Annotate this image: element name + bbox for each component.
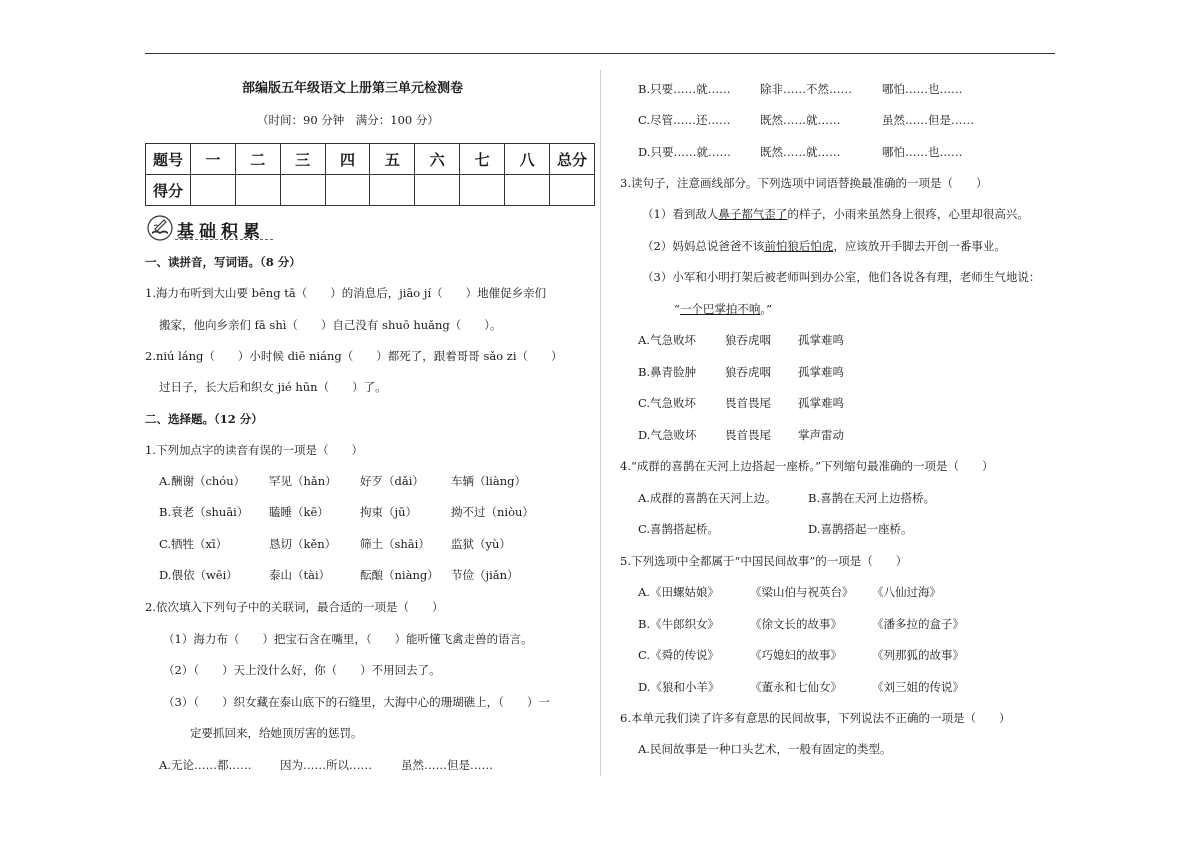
option-cell: 好歹（dǎi） bbox=[360, 474, 424, 488]
option-cell: 狼吞虎咽 bbox=[725, 333, 771, 347]
section-2-title: 二、选择题。（12 分） bbox=[145, 412, 263, 426]
score-input-cell[interactable] bbox=[370, 175, 415, 206]
option-cell: C.气急败坏 bbox=[638, 396, 697, 410]
question-line: 1.海力布听到大山要 bēng tā（ ）的消息后，jiāo jí（ ）地催促乡亲们 bbox=[145, 286, 547, 300]
question-line: （3）（ ）织女藏在泰山底下的石缝里，大海中心的珊瑚礁上，（ ）一 bbox=[163, 695, 550, 709]
score-cell: 六 bbox=[415, 144, 460, 175]
option-cell: C.喜鹊搭起桥。 bbox=[638, 522, 720, 536]
quote-mark: 。” bbox=[760, 302, 773, 316]
option-cell: A.无论……都…… bbox=[159, 758, 252, 772]
option-cell: 狼吞虎咽 bbox=[725, 365, 771, 379]
option-cell: 恳切（kěn） bbox=[269, 537, 337, 551]
option-cell: B.喜鹊在天河上边搭桥。 bbox=[808, 491, 936, 505]
question-stem: 2.依次填入下列句子中的关联词，最合适的一项是（ ） bbox=[145, 600, 444, 614]
section-1-title: 一、读拼音，写词语。（8 分） bbox=[145, 255, 301, 269]
question-stem: 1.下列加点字的读音有误的一项是（ ） bbox=[145, 443, 363, 457]
option-cell: C.牺牲（xī） bbox=[159, 537, 228, 551]
option-cell: B.衰老（shuāi） bbox=[159, 505, 249, 519]
option-cell: 虽然……但是…… bbox=[882, 113, 974, 127]
score-cell: 八 bbox=[505, 144, 550, 175]
score-input-cell[interactable] bbox=[190, 175, 235, 206]
option-cell: 《刘三姐的传说》 bbox=[872, 680, 964, 694]
option-cell: D.偎依（wēi） bbox=[159, 568, 238, 582]
question-line: （3）小军和小明打架后被老师叫到办公室，他们各说各有理，老师生气地说： bbox=[642, 270, 1041, 284]
score-table-score-row bbox=[146, 175, 595, 206]
score-cell: 题号 bbox=[146, 144, 191, 175]
sentence-text: （2）妈妈总说爸爸不该 bbox=[642, 239, 765, 253]
option-cell: D.只要……就…… bbox=[638, 145, 731, 159]
option-cell: D.《狼和小羊》 bbox=[638, 680, 720, 694]
option-cell: 拘束（jū） bbox=[360, 505, 417, 519]
option-cell: 拗不过（niòu） bbox=[451, 505, 534, 519]
option-cell: 瞌睡（kē） bbox=[269, 505, 329, 519]
option-cell: A.酬谢（chóu） bbox=[159, 474, 246, 488]
score-cell: 四 bbox=[325, 144, 370, 175]
option-cell: 掌声雷动 bbox=[798, 428, 844, 442]
option-cell: 监狱（yù） bbox=[451, 537, 511, 551]
option-cell: 泰山（tài） bbox=[269, 568, 331, 582]
option-cell: 《巧媳妇的故事》 bbox=[750, 648, 842, 662]
option-cell: 虽然……但是…… bbox=[401, 758, 493, 772]
top-rule bbox=[145, 53, 1055, 54]
underlined-phrase: 鼻子都气歪了 bbox=[718, 207, 788, 221]
underlined-phrase: 一个巴掌拍不响 bbox=[679, 302, 761, 316]
question-line: 2.niú láng（ ）小时候 diē niáng（ ）都死了，跟着哥哥 sǎo zi（ ） bbox=[145, 349, 563, 363]
score-table-header-row bbox=[146, 144, 595, 175]
option-cell: C.尽管……还…… bbox=[638, 113, 731, 127]
option-cell: 除非……不然…… bbox=[760, 82, 852, 96]
score-input-cell[interactable] bbox=[415, 175, 460, 206]
option-cell: A.《田螺姑娘》 bbox=[638, 585, 719, 599]
question-stem: 3.读句子，注意画线部分。下列选项中词语替换最准确的一项是（ ） bbox=[620, 176, 988, 190]
option-cell: 《梁山伯与祝英台》 bbox=[750, 585, 854, 599]
sentence-text: 的样子，小雨来虽然身上很疼，心里却很高兴。 bbox=[787, 207, 1029, 221]
score-label-cell: 得分 bbox=[146, 175, 191, 206]
page-title: 部编版五年级语文上册第三单元检测卷 bbox=[242, 81, 464, 96]
option-cell: 孤掌难鸣 bbox=[798, 365, 844, 379]
question-line bbox=[642, 239, 1006, 253]
score-input-cell[interactable] bbox=[460, 175, 505, 206]
score-cell: 三 bbox=[280, 144, 325, 175]
score-cell: 一 bbox=[190, 144, 235, 175]
score-input-cell[interactable] bbox=[325, 175, 370, 206]
score-cell: 二 bbox=[235, 144, 280, 175]
option-cell: 既然……就…… bbox=[760, 145, 841, 159]
option-cell: 因为……所以…… bbox=[280, 758, 372, 772]
option-cell: B.只要……就…… bbox=[638, 82, 731, 96]
question-stem: 6.本单元我们读了许多有意思的民间故事，下列说法不正确的一项是（ ） bbox=[620, 711, 1011, 725]
question-line: （2）（ ）天上没什么好，你（ ）不用回去了。 bbox=[163, 663, 441, 677]
section-badge-underline bbox=[175, 239, 273, 240]
option-cell: 酝酿（niàng） bbox=[360, 568, 439, 582]
question-stem: 4.“成群的喜鹊在天河上边搭起一座桥。”下列缩句最准确的一项是（ ） bbox=[620, 459, 994, 473]
question-line: 过日子，长大后和织女 jié hūn（ ）了。 bbox=[159, 380, 387, 394]
option-cell: 车辆（liàng） bbox=[451, 474, 526, 488]
score-input-cell[interactable] bbox=[550, 175, 595, 206]
option-cell: 畏首畏尾 bbox=[725, 396, 771, 410]
sentence-text: ，应该放开手脚去开创一番事业。 bbox=[833, 239, 1006, 253]
sentence-text: （1）看到敌人 bbox=[642, 207, 719, 221]
score-cell: 总分 bbox=[550, 144, 595, 175]
column-divider bbox=[600, 70, 601, 776]
option-cell: 《潘多拉的盒子》 bbox=[872, 617, 964, 631]
option-cell: 《列那狐的故事》 bbox=[872, 648, 964, 662]
question-stem: 5.下列选项中全都属于“中国民间故事”的一项是（ ） bbox=[620, 554, 908, 568]
section-badge-label: 基础积累 bbox=[177, 222, 265, 242]
score-input-cell[interactable] bbox=[505, 175, 550, 206]
question-line bbox=[642, 207, 1029, 221]
option-cell: 罕见（hǎn） bbox=[269, 474, 337, 488]
option-cell: A.成群的喜鹊在天河上边。 bbox=[638, 491, 777, 505]
score-table bbox=[145, 143, 595, 206]
option-cell: 既然……就…… bbox=[760, 113, 841, 127]
option-cell: 哪怕……也…… bbox=[882, 82, 963, 96]
option-cell: A.民间故事是一种口头艺术，一般有固定的类型。 bbox=[638, 742, 892, 756]
option-cell: 《徐文长的故事》 bbox=[750, 617, 842, 631]
score-input-cell[interactable] bbox=[280, 175, 325, 206]
option-cell: 筛土（shāi） bbox=[360, 537, 430, 551]
section-badge bbox=[145, 213, 305, 243]
option-cell: A.气急败坏 bbox=[638, 333, 696, 347]
score-input-cell[interactable] bbox=[235, 175, 280, 206]
option-cell: C.《舜的传说》 bbox=[638, 648, 720, 662]
option-cell: D.气急败坏 bbox=[638, 428, 697, 442]
option-cell: B.鼻青脸肿 bbox=[638, 365, 697, 379]
exam-subtitle: （时间：90 分钟 满分：100 分） bbox=[257, 113, 439, 127]
option-cell: 孤掌难鸣 bbox=[798, 396, 844, 410]
book-pen-icon bbox=[147, 215, 173, 241]
question-line: 搬家，他向乡亲们 fā shì（ ）自己没有 shuō huǎng（ ）。 bbox=[159, 318, 502, 332]
option-cell: B.《牛郎织女》 bbox=[638, 617, 720, 631]
underlined-phrase: 前怕狼后怕虎 bbox=[764, 239, 834, 253]
question-line bbox=[674, 302, 772, 316]
option-cell: D.喜鹊搭起一座桥。 bbox=[808, 522, 913, 536]
option-cell: 哪怕……也…… bbox=[882, 145, 963, 159]
question-line: （1）海力布（ ）把宝石含在嘴里，（ ）能听懂飞禽走兽的语言。 bbox=[163, 632, 533, 646]
option-cell: 《八仙过海》 bbox=[872, 585, 941, 599]
option-cell: 节俭（jiǎn） bbox=[451, 568, 519, 582]
option-cell: 《董永和七仙女》 bbox=[750, 680, 842, 694]
option-cell: 孤掌难鸣 bbox=[798, 333, 844, 347]
question-line: 定要抓回来，给她顶厉害的惩罚。 bbox=[190, 726, 363, 740]
score-cell: 五 bbox=[370, 144, 415, 175]
option-cell: 畏首畏尾 bbox=[725, 428, 771, 442]
score-cell: 七 bbox=[460, 144, 505, 175]
quote-mark: “ bbox=[674, 302, 680, 316]
